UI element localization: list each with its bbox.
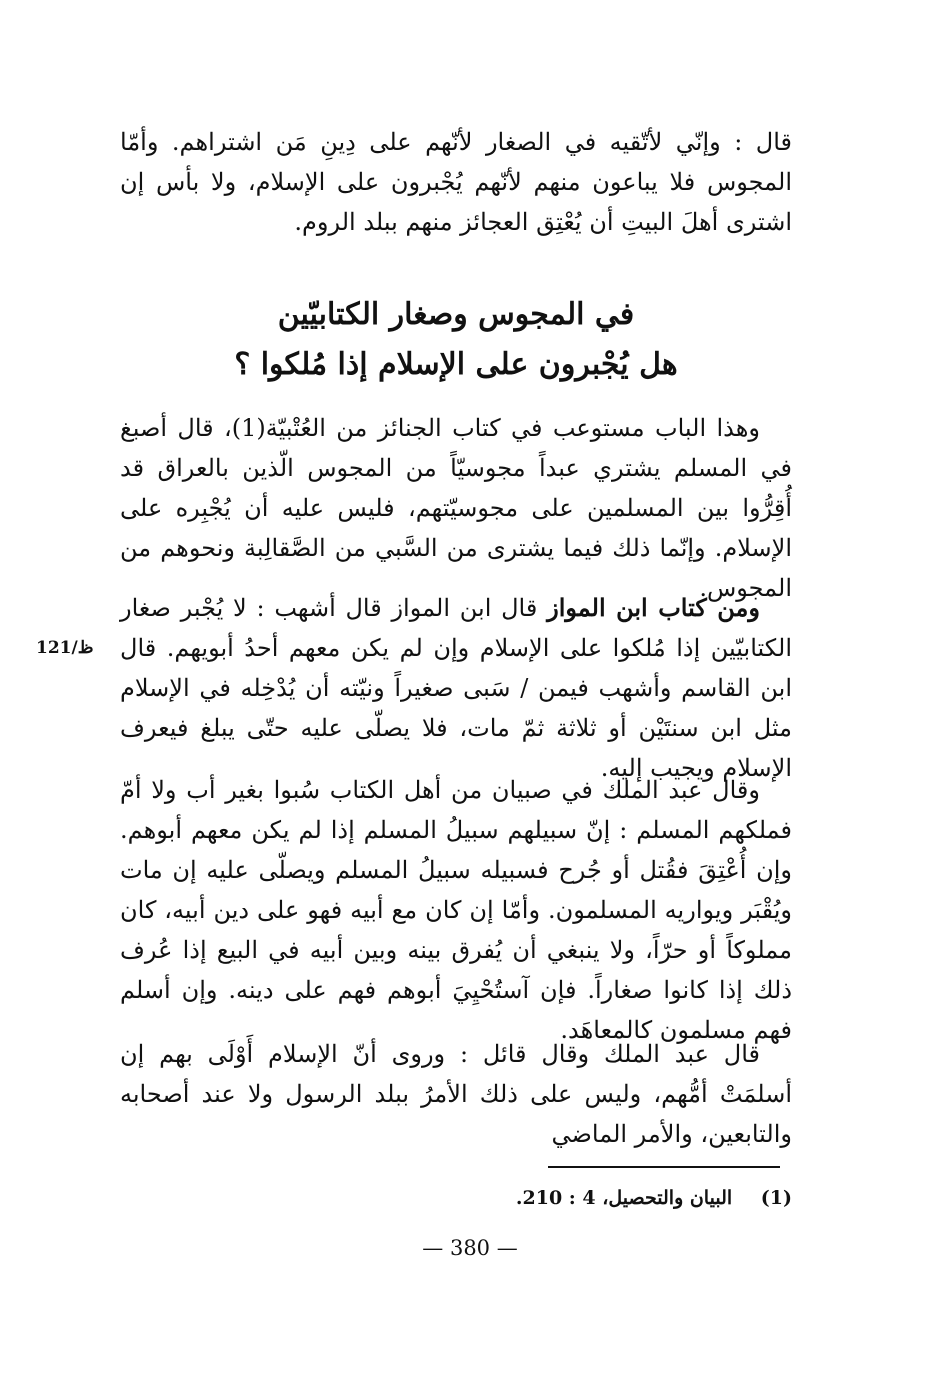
heading-line-2: هل يُجْبرون على الإسلام إذا مُلكوا ؟ bbox=[234, 347, 678, 382]
paragraph-4: وقال عبد الملك في صبيان من أهل الكتاب سُبوا بغير أب ولا أمّ فملكهم المسلم : إنّ سبيلهم سبيلُ المسلم إذا لم يكن معهم أبوهم. وإن أُعْتِقَ فقُتل أو جُرح فسبيله سبيلُ المسلم ويصلّى عليه إن مات ويُقْبَر ويواريه المسلمون. وأمّا إن كان مع أبيه فهو على دين أبيه، كان مملوكاً أو حرّاً، ولا ينبغي أن يُفرق بينه وبين أبيه في البيع إذا عُرف ذلك إذا كانوا صغاراً. فإن آستُحْيِيَ أبوهم فهم على دينه. وإن أسلم فهم مسلمون كالمعاهَد. bbox=[120, 776, 793, 1044]
section-heading bbox=[120, 290, 792, 390]
footnote-text: البيان والتحصيل، 4 : 210. bbox=[515, 1187, 733, 1209]
page-number: — 380 — bbox=[422, 1236, 518, 1260]
heading-line-1: في المجوس وصغار الكتابيّين bbox=[277, 297, 635, 332]
paragraph-2: وهذا الباب مستوعب في كتاب الجنائز من العُتْبيّة(1)، قال أصبغ في المسلم يشتري عبداً مجوسيّاً من المجوس الّذين بالعراق قد أُقِرُّوا بين المسلمين على مجوسيّتهم، فليس عليه أن يُجْبِره على الإسلام. وإنّما ذلك فيما يشترى من السَّبي من الصَّقالِبة ونحوهم من المجوس. bbox=[120, 414, 792, 602]
paragraph-1: قال : وإنّي لأتّقيه في الصغار لأنّهم على دِينِ مَن اشتراهم. وأمّا المجوس فلا يباعون منهم لأنّهم يُجْبرون على الإسلام، ولا بأس إن اشترى أهلَ البيتِ أن يُعْتِق العجائز منهم ببلد الروم. bbox=[120, 128, 792, 236]
paragraph-3-lead: ومن كتاب ابن المواز bbox=[547, 593, 760, 622]
paragraph-3 bbox=[120, 588, 792, 788]
paragraph-5: قال عبد الملك وقال قائل : وروى أنّ الإسلام أَوْلَى بهم إن أسلمَتْ أمُّهم، وليس على ذلك الأمرُ ببلد الرسول ولا عند أصحابه والتابعين، والأمر الماضي bbox=[120, 1040, 792, 1148]
marginal-folio-ref: 121/ظ bbox=[36, 638, 94, 658]
footnote-divider bbox=[548, 1166, 780, 1168]
footnote-number: (1) bbox=[760, 1187, 792, 1209]
footnote bbox=[500, 1182, 792, 1214]
paragraph-3-body: قال ابن المواز قال أشهب : لا يُجْبر صغار الكتابيّين إذا مُلكوا على الإسلام وإن لم يكن معهم أحدُ أبويهم. قال ابن القاسم وأشهب فيمن / سَبى صغيراً ونيّته أن يُدْخِله في الإسلام مثل ابن سنتَيْن أو ثلاثة ثمّ مات، فلا يصلّى عليه حتّى يبلغ فيعرف الإسلام ويجيب إليه. bbox=[120, 594, 793, 782]
